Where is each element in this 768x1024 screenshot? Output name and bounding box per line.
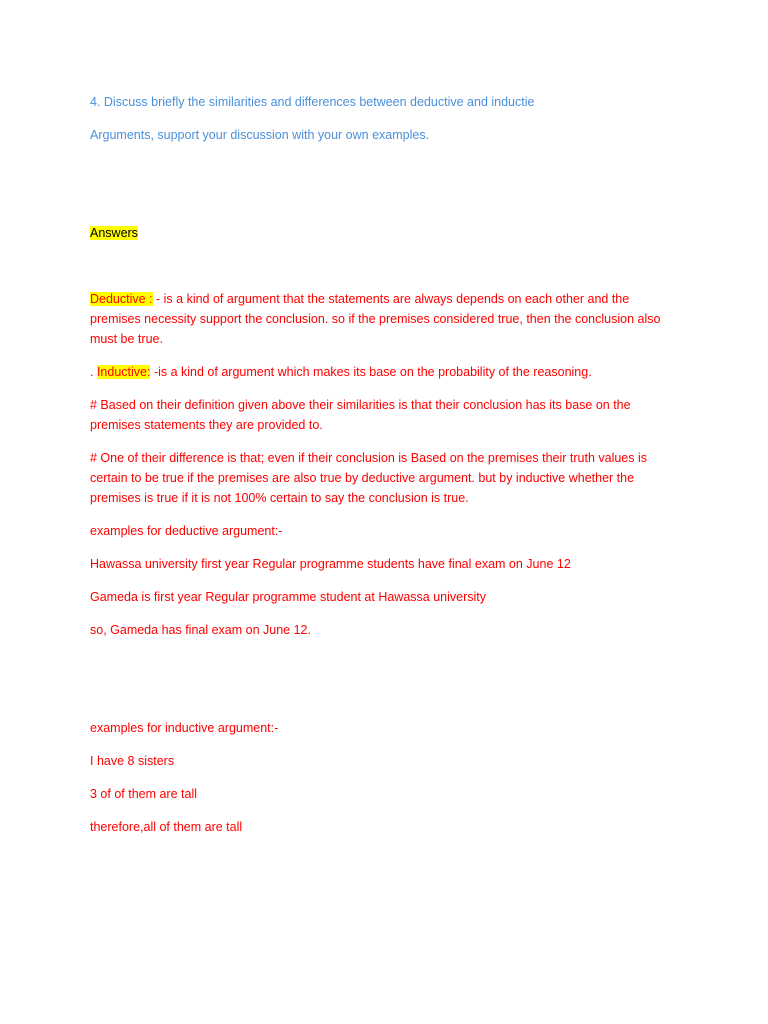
inductive-example-line: therefore,all of them are tall — [90, 820, 243, 834]
answers-heading-text: Answers — [90, 226, 138, 240]
difference-paragraph: # One of their difference is that; even if their conclusion is Based on the premises their truth values is certain to be true if the premises are also true by deductive argument. but by inductive whether the premises is true if it is not 100% certain to say the conclusion is true. — [90, 451, 648, 505]
inductive-text: -is a kind of argument which makes its base on the probability of the reasoning. — [150, 365, 592, 379]
inductive-prefix: . — [90, 365, 97, 379]
inductive-example-line: 3 of of them are tall — [90, 787, 198, 801]
deductive-text: - is a kind of argument that the statements are always depends on each other and the premises necessity support the conclusion. so if the premises considered true, then the conclusion also must be true. — [90, 292, 661, 346]
deductive-examples-heading: examples for deductive argument:- — [90, 524, 283, 538]
question-line-1: 4. Discuss briefly the similarities and differences between deductive and inductie — [90, 95, 535, 109]
similarity-paragraph: # Based on their definition given above their similarities is that their conclusion has its base on the premises statements they are provided to. — [90, 398, 631, 432]
inductive-definition — [90, 362, 680, 382]
deductive-definition — [90, 289, 680, 349]
deductive-example-line: Hawassa university first year Regular programme students have final exam on June 12 — [90, 557, 571, 571]
deductive-label: Deductive : — [90, 292, 153, 306]
deductive-example-line: Gameda is first year Regular programme student at Hawassa university — [90, 590, 486, 604]
answers-heading — [90, 223, 680, 243]
inductive-label: Inductive: — [96, 365, 151, 379]
inductive-example-line: I have 8 sisters — [90, 754, 175, 768]
deductive-example-line: so, Gameda has final exam on June 12. — [90, 623, 311, 637]
question-line-2: Arguments, support your discussion with your own examples. — [90, 128, 430, 142]
inductive-examples-heading: examples for inductive argument:- — [90, 721, 279, 735]
